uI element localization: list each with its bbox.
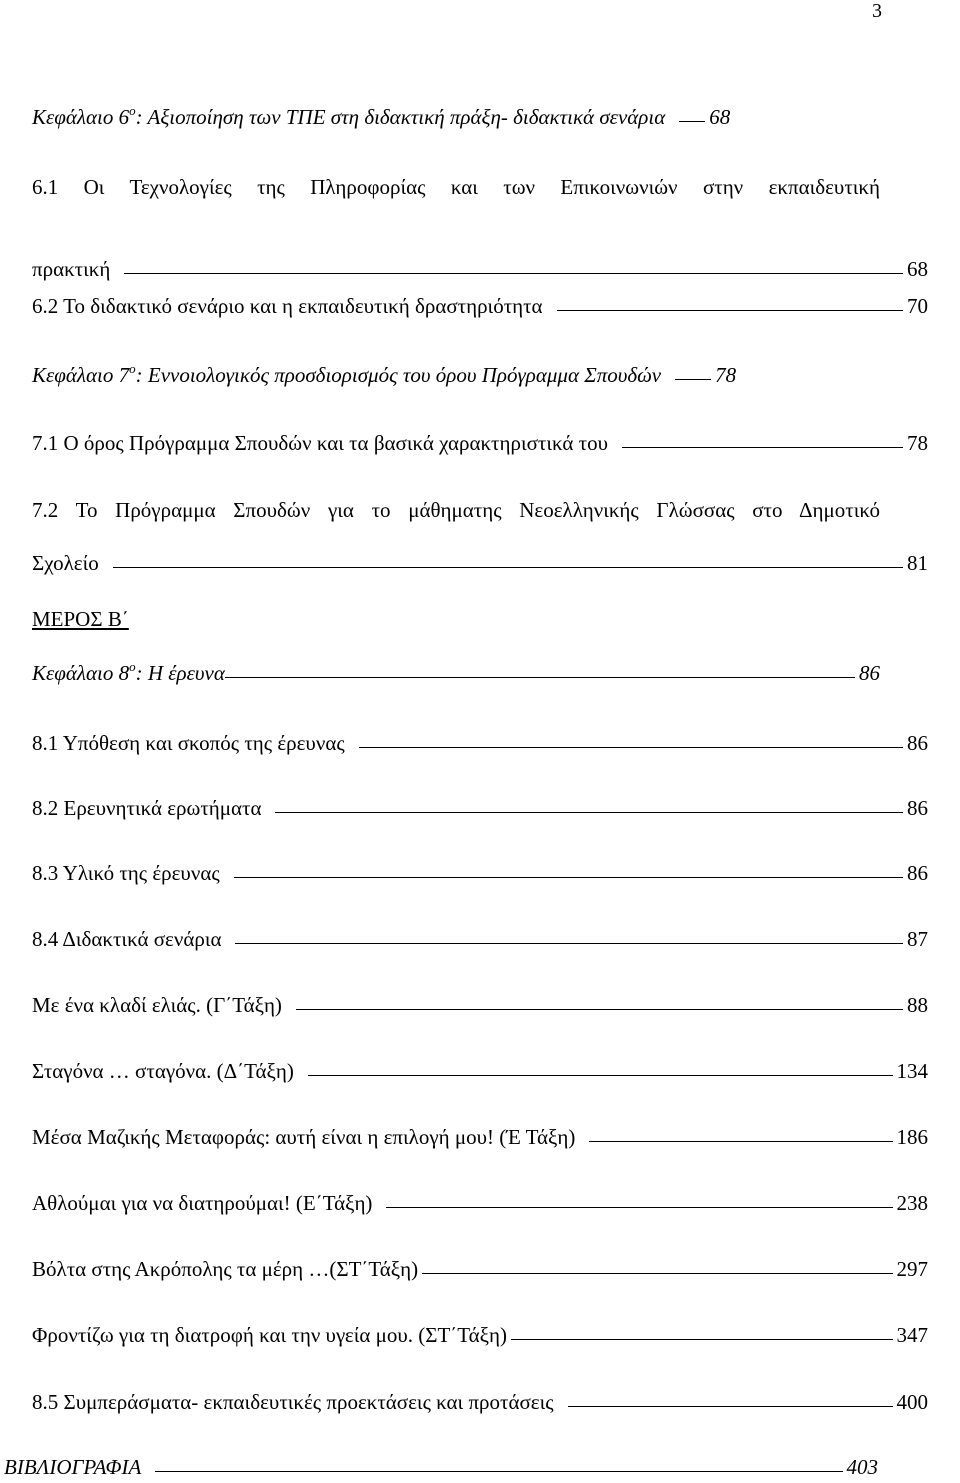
toc-page-number: 238: [896, 1191, 928, 1215]
toc-leader: [296, 1009, 903, 1010]
toc-leader: [622, 447, 903, 448]
toc-entry-title: 6.2 Το διδακτικό σενάριο και η εκπαιδευτική δραστηριότητα: [32, 294, 543, 318]
toc-entry-scenario-3[interactable]: [32, 1124, 928, 1150]
toc-entry-chapter-7[interactable]: [32, 362, 880, 388]
toc-page-number: 403: [846, 1455, 878, 1479]
toc-entry-8-3[interactable]: [32, 860, 928, 886]
toc-entry-8-1[interactable]: [32, 730, 928, 756]
toc-entry-title: Βόλτα στης Ακρόπολης τα μέρη …(ΣΤ΄Τάξη): [32, 1257, 419, 1281]
toc-page-number: 78: [715, 363, 737, 387]
toc-entry-title: 7.1 Ο όρος Πρόγραμμα Σπουδών και τα βασικά χαρακτηριστικά του: [32, 431, 608, 455]
toc-page-number: 81: [907, 551, 928, 575]
toc-page-number: 86: [907, 796, 928, 820]
toc-leader: [422, 1273, 892, 1274]
toc-entry-title: Μέσα Μαζικής Μεταφοράς: αυτή είναι η επιλογή μου! (Έ Τάξη): [32, 1125, 576, 1149]
toc-leader: [235, 943, 903, 944]
toc-entry-title: 8.2 Ερευνητικά ερωτήματα: [32, 796, 262, 820]
toc-entry-scenario-4[interactable]: [32, 1190, 928, 1216]
toc-entry-title: Σταγόνα … σταγόνα. (Δ΄Τάξη): [32, 1059, 294, 1083]
toc-leader: [675, 379, 711, 380]
toc-leader: [113, 567, 903, 568]
toc-leader: [275, 812, 903, 813]
toc-entry-7-1[interactable]: [32, 430, 928, 456]
toc-leader: [234, 877, 903, 878]
toc-entry-title: Σχολείο: [32, 551, 99, 575]
toc-entry-8-2[interactable]: [32, 795, 928, 821]
toc-page-number: 70: [907, 294, 928, 318]
toc-page-number: 87: [907, 927, 928, 951]
toc-page-number: 297: [896, 1257, 928, 1281]
toc-entry-scenario-1[interactable]: [32, 992, 928, 1018]
toc-entry-chapter-8[interactable]: [32, 660, 880, 686]
toc-entry-title: Αθλούμαι για να διατηρούμαι! (Ε΄Τάξη): [32, 1191, 373, 1215]
toc-leader: [386, 1207, 892, 1208]
toc-entry-scenario-2[interactable]: [32, 1058, 928, 1084]
toc-entry-title: Κεφάλαιο $8^o$: Η έρευνα: [32, 659, 225, 685]
toc-leader: [589, 1141, 892, 1142]
toc-entry-title: πρακτική: [32, 257, 111, 281]
toc-leader: [155, 1471, 842, 1472]
toc-entry-scenario-6[interactable]: [32, 1322, 928, 1348]
toc-page-number: 86: [859, 661, 880, 685]
toc-entry-title: 8.1 Υπόθεση και σκοπός της έρευνας: [32, 731, 345, 755]
toc-entry-title: 8.5 Συμπεράσματα- εκπαιδευτικές προεκτάσεις και προτάσεις: [32, 1390, 554, 1414]
page-number: 3: [872, 0, 882, 22]
toc-entry-title: 8.3 Υλικό της έρευνας: [32, 861, 220, 885]
toc-page-number: 86: [907, 731, 928, 755]
toc-leader: [308, 1075, 893, 1076]
toc-entry-title: Κεφάλαιο $6^o$: Αξιοποίηση των ΤΠΕ στη διδακτική πράξη- διδακτικά σενάρια: [32, 103, 666, 129]
toc-entry-title: Φροντίζω για τη διατροφή και την υγεία μου. (ΣΤ΄Τάξη): [32, 1323, 508, 1347]
toc-leader: [359, 747, 903, 748]
toc-page-number: 186: [896, 1125, 928, 1149]
toc-leader: [124, 273, 903, 274]
toc-leader: [225, 677, 855, 678]
toc-entry-8-4[interactable]: [32, 926, 928, 952]
toc-entry-7-2-line-1[interactable]: 7.2 Το Πρόγραμμα Σπουδών για το μάθηματης Νεοελληνικής Γλώσσας στο Δημοτικό: [32, 498, 880, 522]
toc-leader: [679, 121, 705, 122]
toc-entry-scenario-5[interactable]: [32, 1256, 928, 1282]
toc-entry-title: Κεφάλαιο $7^o$: Εννοιολογικός προσδιορισμός του όρου Πρόγραμμα Σπουδών: [32, 361, 662, 387]
toc-entry-6-2[interactable]: [32, 293, 928, 319]
toc-leader: [557, 310, 903, 311]
toc-page-number: 86: [907, 861, 928, 885]
toc-entry-bibliography[interactable]: [4, 1454, 878, 1480]
toc-page-number: 88: [907, 993, 928, 1017]
toc-entry-8-5[interactable]: [32, 1389, 928, 1415]
toc-leader: [568, 1406, 893, 1407]
toc-entry-6-1-line-1[interactable]: 6.1 Οι Τεχνολογίες της Πληροφορίας και των Επικοινωνιών στην εκπαιδευτική: [32, 175, 880, 199]
toc-entry-title: ΒΙΒΛΙΟΓΡΑΦΙΑ: [4, 1455, 142, 1479]
toc-entry-title: Με ένα κλαδί ελιάς. (Γ΄Τάξη): [32, 993, 282, 1017]
toc-page-number: 68: [907, 257, 928, 281]
toc-entry-chapter-6[interactable]: [32, 104, 880, 130]
toc-entry-title: 8.4 Διδακτικά σενάρια: [32, 927, 222, 951]
toc-leader: [511, 1339, 892, 1340]
part-heading[interactable]: ΜΕΡΟΣ Β΄: [32, 607, 129, 631]
toc-entry-7-2[interactable]: [32, 550, 928, 576]
toc-page-number: 68: [709, 105, 731, 129]
toc-page-number: 347: [896, 1323, 928, 1347]
toc-entry-6-1[interactable]: [32, 256, 928, 282]
toc-page-number: 78: [907, 431, 928, 455]
toc-page-number: 134: [896, 1059, 928, 1083]
toc-page-number: 400: [896, 1390, 928, 1414]
